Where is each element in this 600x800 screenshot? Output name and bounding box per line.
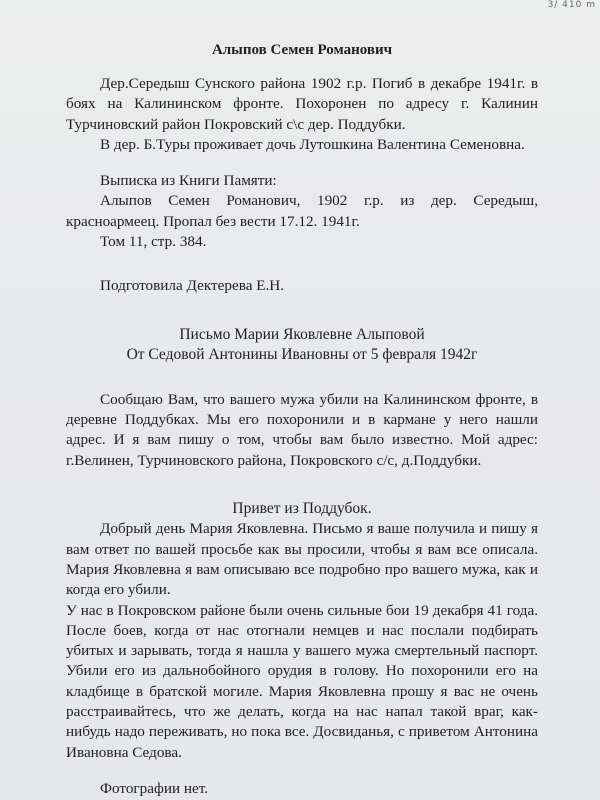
- bio-paragraph-1: Дер.Середыш Сунского района 1902 г.р. Погиб в декабре 1941г. в боях на Калининском фронте. Похоронен по адресу г. Калинин Турчиновский район Покровский с\с дер. Поддубки.: [66, 75, 538, 133]
- prepared-by: Подготовила Дектерева Е.Н.: [100, 277, 285, 295]
- document-title: Алыпов Семен Романович: [211, 42, 393, 58]
- letter1-body: Сообщаю Вам, что вашего мужа убили на Калининском фронте, в деревне Поддубках. Мы его похоронили и в кармане у него нашли адрес. И я вам пишу о том, чтобы вам было известно. Мой адрес: г.Велинен, Турчиновского района, Покровского с/с, д.Поддубки.: [66, 390, 538, 469]
- memory-book-heading: Выписка из Книги Памяти:: [100, 172, 277, 190]
- letter2-greeting: Привет из Поддубок.: [232, 499, 372, 517]
- letter2-paragraph-2: У нас в Покровском районе были очень сильные бои 19 декабря 41 года. После боев, когда от нас отогнали немцев и нас послали подбирать убитых и зарывать, тогда я нашла у вашего мужа смертельный паспорт. Убили его из дальнобойного орудия в голову. Но похоронили его на кладбище в братской могиле. Мария Яковлевна прошу я вас не очень расстраивайтесь, что же делать, когда на нас напал такой враг, как-нибудь надо переживать, но пока все. Досвиданья, с приветом Антонина Ивановна Седова.: [66, 601, 538, 761]
- bio-paragraph-2: В дер. Б.Туры проживает дочь Лутошкина Валентина Семеновна.: [100, 135, 525, 153]
- memory-book-text: Алыпов Семен Романович, 1902 г.р. из дер. Середыш, красноармеец. Пропал без вести 17.12. 1941г.: [66, 192, 538, 230]
- letter2-paragraph-1: Добрый день Мария Яковлевна. Письмо я ваше получила и пишу я вам ответ по вашей просьбе как вы просили, чтобы я вам все описала. Мария Яковлевна я вам описываю все подробно про вашего мужа, как и когда его убили.: [66, 520, 538, 599]
- letter1-heading-line1: Письмо Марии Яковлевне Алыповой: [179, 325, 425, 343]
- letter1-heading-line2: От Седовой Антонины Ивановны от 5 февраля 1942г: [126, 346, 478, 364]
- memory-book-volume: Том 11, стр. 384.: [100, 233, 207, 251]
- no-photos-note: Фотографии нет.: [100, 779, 209, 797]
- corner-handwritten-note: 3/ 410 m: [547, 0, 596, 10]
